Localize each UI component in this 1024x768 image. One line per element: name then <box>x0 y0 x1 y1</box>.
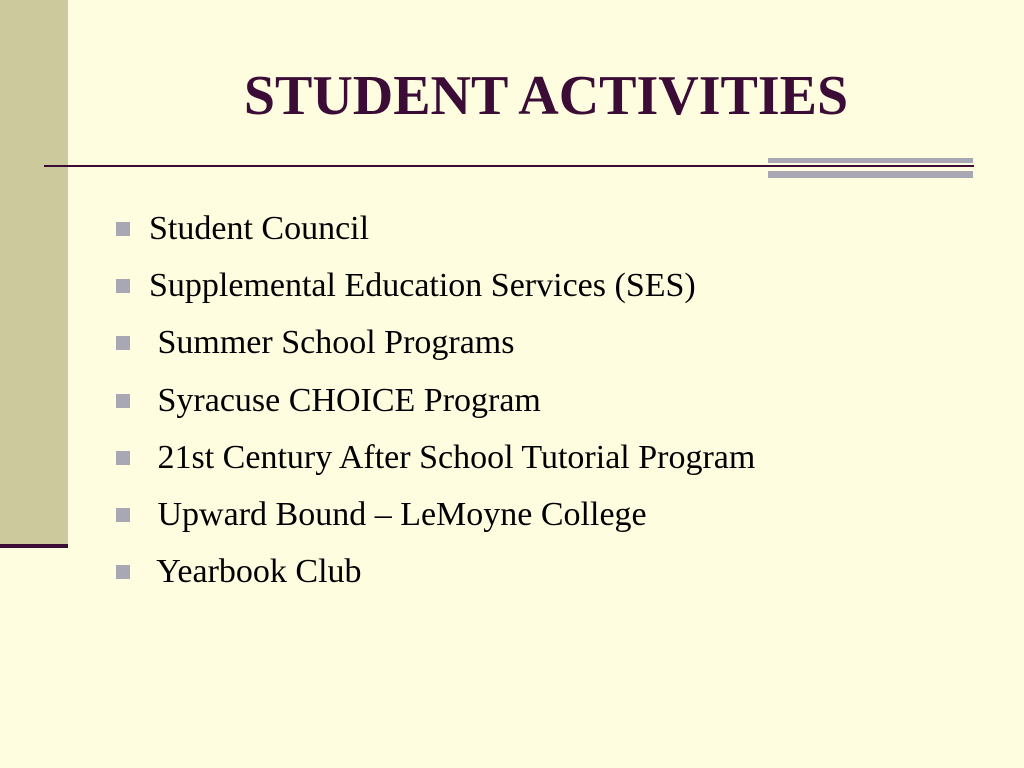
square-bullet-icon <box>116 451 130 465</box>
square-bullet-icon <box>116 336 130 350</box>
square-bullet-icon <box>116 565 130 579</box>
bullet-item <box>113 200 755 257</box>
accent-bar-bottom <box>768 171 973 178</box>
title-divider <box>44 165 974 167</box>
bullet-text: Syracuse CHOICE Program <box>149 381 541 419</box>
square-bullet-icon <box>116 222 130 236</box>
bullet-text: Upward Bound – LeMoyne College <box>149 496 647 534</box>
bullet-text: 21st Century After School Tutorial Program <box>149 438 756 476</box>
square-bullet-icon <box>116 394 130 408</box>
left-bar-underline <box>0 544 68 548</box>
bullet-text: Yearbook Club <box>149 553 362 591</box>
bullet-item <box>113 257 755 314</box>
bullet-text: Summer School Programs <box>149 324 515 362</box>
bullet-item <box>113 544 755 601</box>
bullet-text: Supplemental Education Services (SES) <box>149 266 696 304</box>
bullet-text: Student Council <box>149 209 370 247</box>
square-bullet-icon <box>116 508 130 522</box>
bullet-item <box>113 486 755 543</box>
square-bullet-icon <box>116 279 130 293</box>
accent-bar-top <box>768 158 973 163</box>
left-decorative-bar <box>0 0 68 544</box>
slide-title: STUDENT ACTIVITIES <box>243 65 849 127</box>
bullet-item <box>113 372 755 429</box>
bullet-item <box>113 315 755 372</box>
bullet-list <box>113 200 755 601</box>
bullet-item <box>113 429 755 486</box>
